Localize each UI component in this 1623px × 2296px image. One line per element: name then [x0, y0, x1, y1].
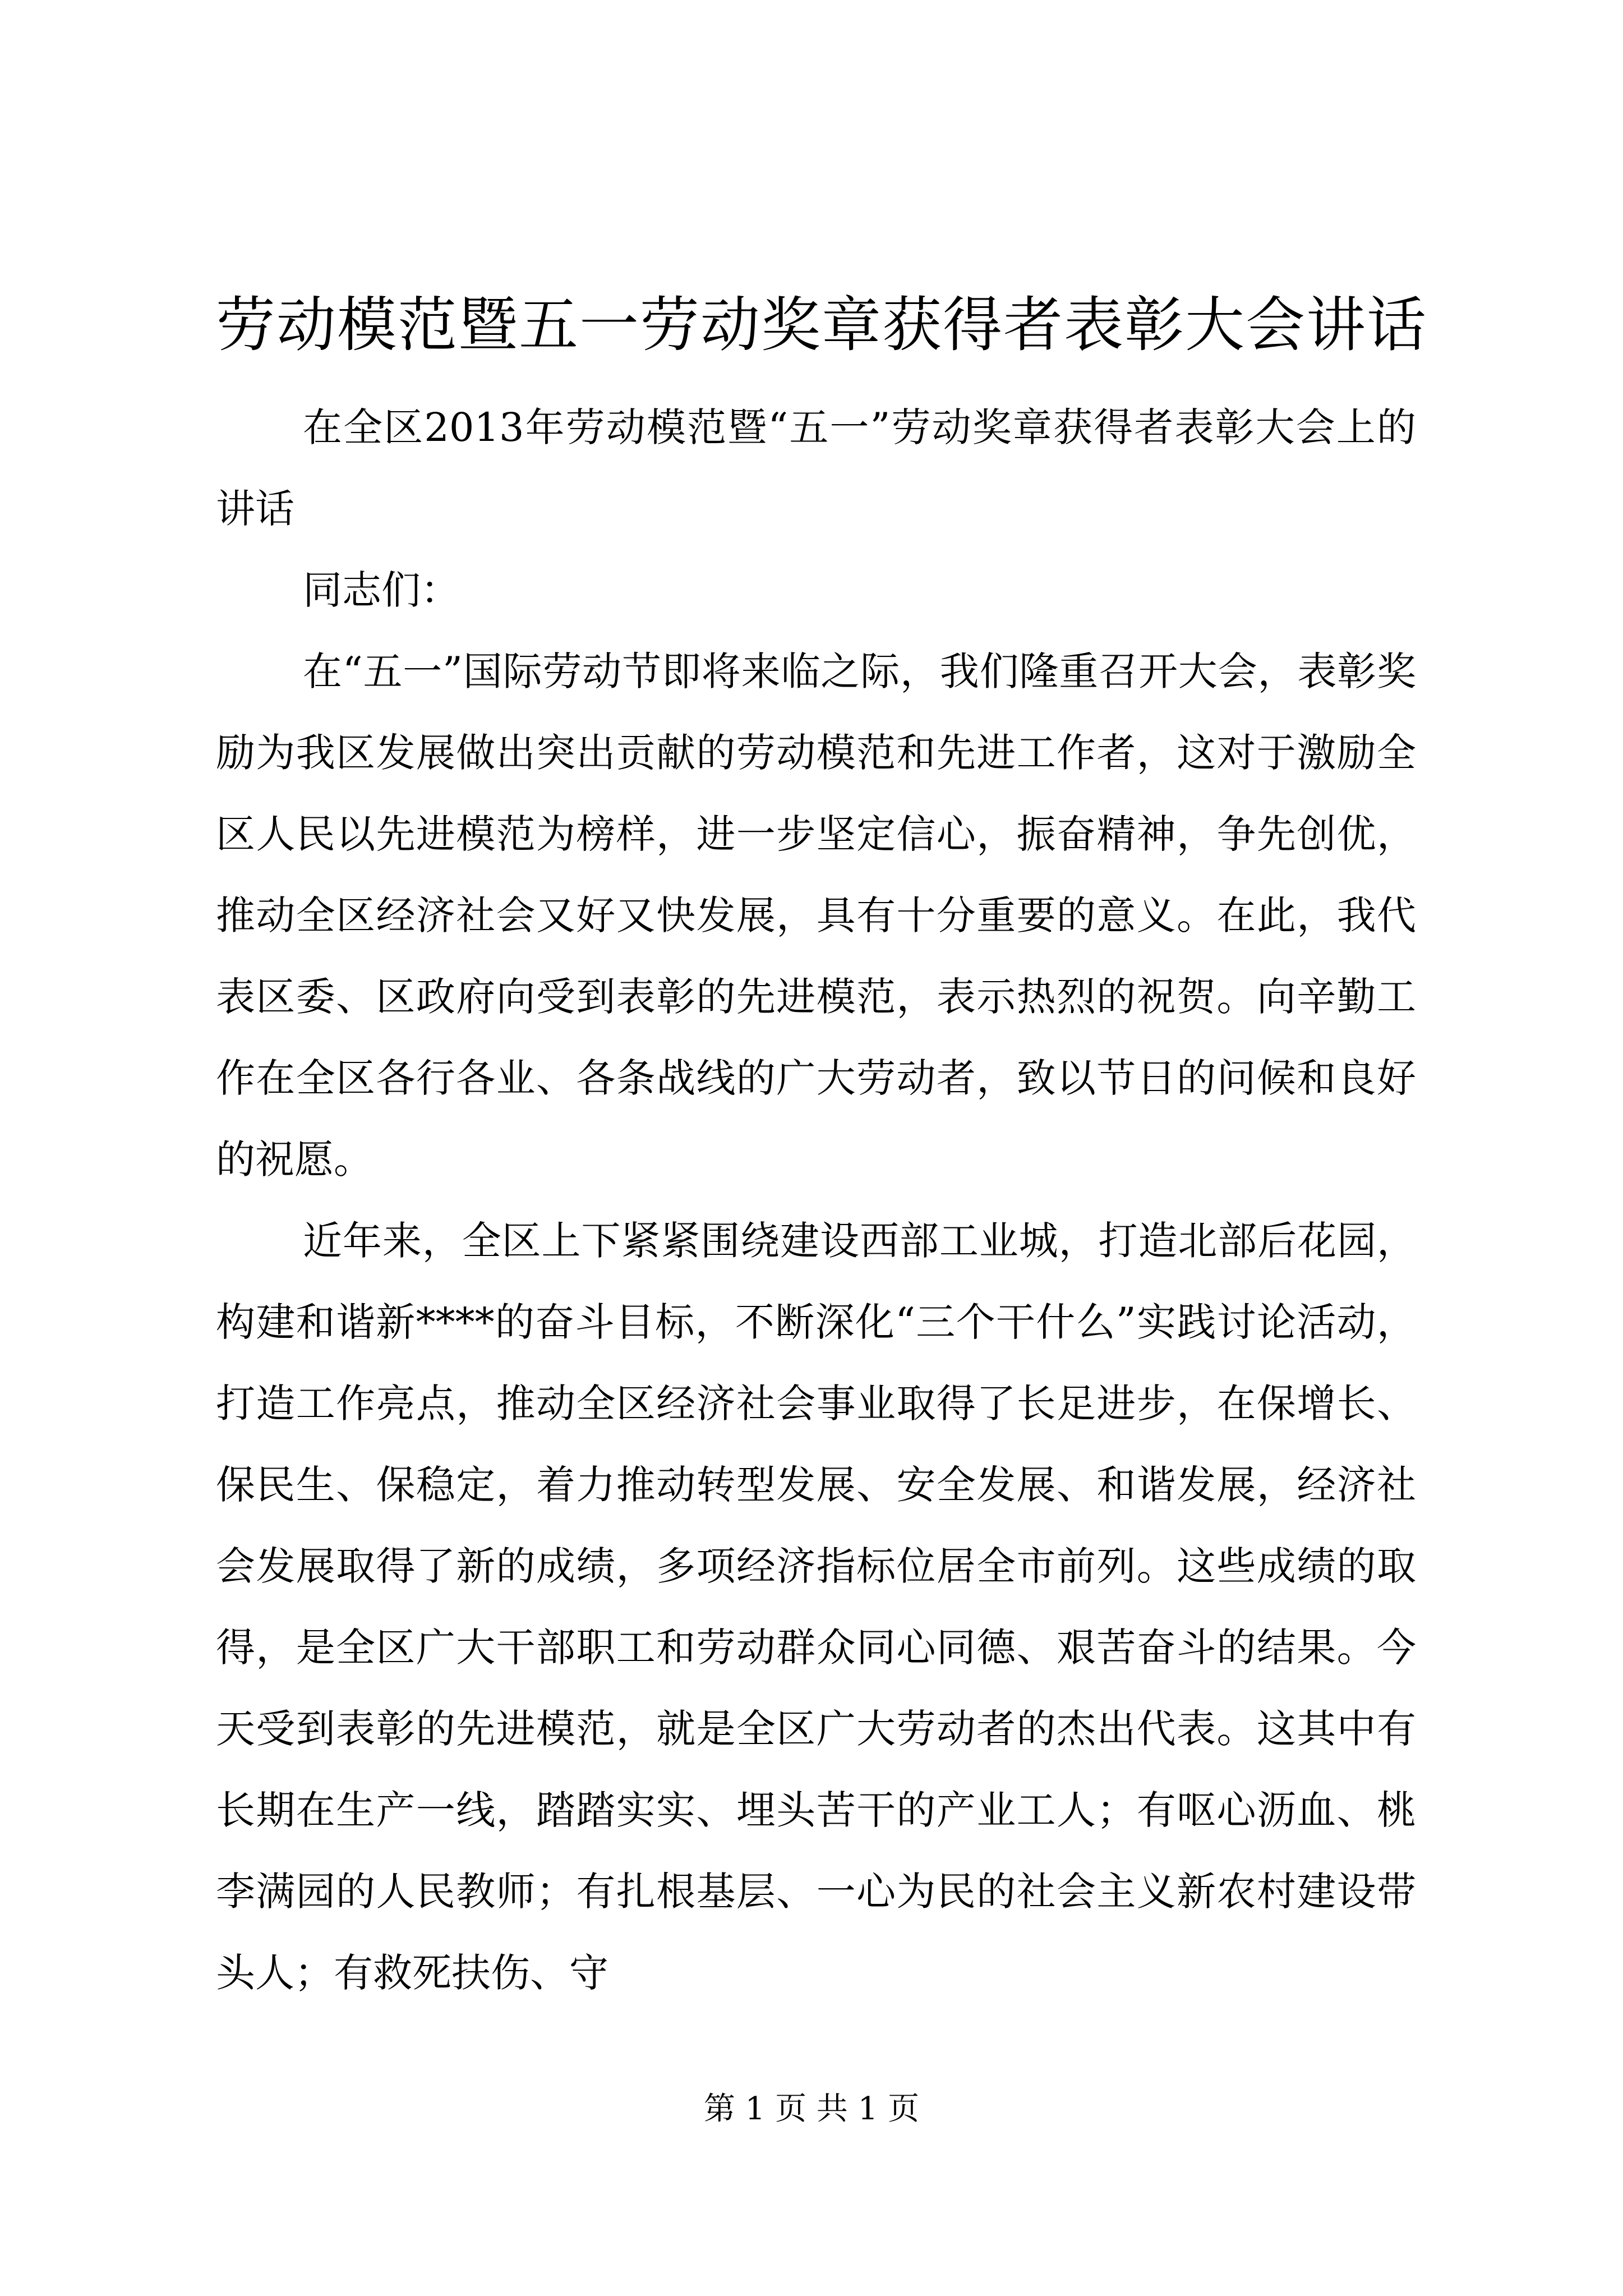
speech-heading-paragraph: 在全区2013年劳动模范暨“五一”劳动奖章获得者表彰大会上的讲话 [216, 404, 1416, 532]
body-paragraph-2: 近年来，全区上下紧紧围绕建设西部工业城，打造北部后花园，构建和谐新****的奋斗目标，不断深化“三个干什么”实践讨论活动，打造工作亮点，推动全区经济社会事业取得了长足进步，在保增长、保民生、保稳定，着力推动转型发展、安全发展、和谐发展，经济社会发展取得了新的成绩，多项经济指标位居全市前列。这些成绩的取得，是全区广大干部职工和劳动群众同心同德、艰苦奋斗的结果。今天受到表彰的先进模范，就是全区广大劳动者的杰出代表。这其中有长期在生产一线，踏踏实实、埋头苦干的产业工人；有呕心沥血、桃李满园的人民教师；有扎根基层、一心为民的社会主义新农村建设带头人；有救死扶伤、守 [216, 1218, 1416, 1996]
document-body [216, 387, 1416, 2014]
body-paragraph-1: 在“五一”国际劳动节即将来临之际，我们隆重召开大会，表彰奖励为我区发展做出突出贡献的劳动模范和先进工作者，这对于激励全区人民以先进模范为榜样，进一步坚定信心，振奋精神，争先创优，推动全区经济社会又好又快发展，具有十分重要的意义。在此，我代表区委、区政府向受到表彰的先进模范，表示热烈的祝贺。向辛勤工作在全区各行各业、各条战线的广大劳动者，致以节日的问候和良好的祝愿。 [216, 648, 1416, 1182]
salutation-paragraph: 同志们： [303, 567, 460, 613]
page-footer: 第 1 页 共 1 页 [703, 2091, 920, 2127]
document-title: 劳动模范暨五一劳动奖章获得者表彰大会讲话 [216, 291, 1427, 360]
